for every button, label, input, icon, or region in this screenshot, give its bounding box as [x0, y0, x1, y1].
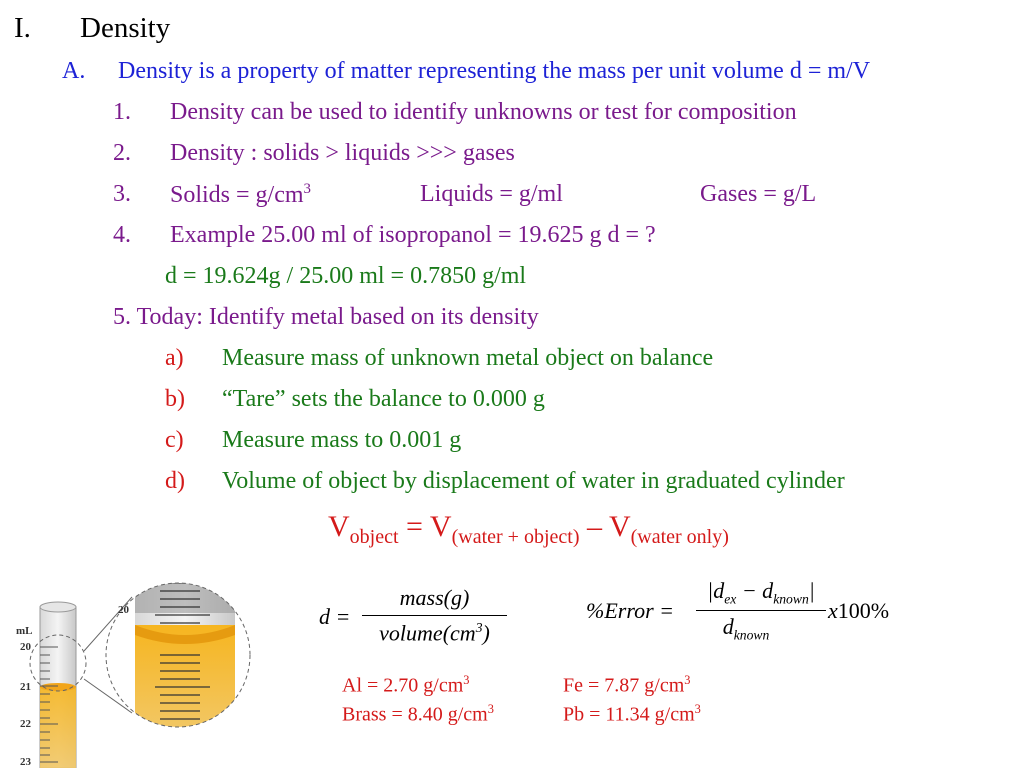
item-5-text: 5. Today: Identify metal based on its density	[113, 304, 539, 330]
error-formula-rhs	[828, 598, 889, 624]
point-a-label: A.	[62, 58, 86, 84]
density-pb-text: Pb = 11.34 g/cm	[563, 703, 695, 726]
cylinder-unit-label: mL	[16, 625, 33, 637]
density-denominator	[362, 620, 507, 646]
page-title: Density	[80, 12, 171, 44]
item-3-liquids: Liquids = g/ml	[420, 181, 563, 207]
point-a-text: Density is a property of matter representing the mass per unit volume d = m/V	[118, 58, 871, 84]
err-num-d: d	[713, 578, 725, 603]
subitem-d-text: Volume of object by displacement of water in graduated cylinder	[222, 468, 845, 494]
error-numerator: $|d_{ex} - d_{known}|$	[707, 578, 815, 607]
density-brass-text: Brass = 8.40 g/cm	[342, 703, 488, 726]
vf-water-object-sub: (water + object)	[451, 526, 580, 548]
density-fe-text: Fe = 7.87 g/cm	[563, 674, 685, 697]
density-al	[342, 673, 469, 698]
volume-formula	[328, 510, 729, 549]
err-den-known: known	[733, 627, 770, 643]
zoom-view	[100, 575, 260, 735]
err-num-known: known	[773, 591, 809, 607]
item-4-label: 4.	[113, 222, 131, 248]
item-3-gases: Gases = g/L	[700, 181, 817, 207]
error-denominator	[696, 614, 796, 643]
density-fe-sup: 3	[684, 673, 691, 687]
density-al-text: Al = 2.70 g/cm	[342, 674, 464, 697]
error-fraction-bar	[696, 610, 826, 611]
cylinder-liquid	[40, 687, 76, 768]
subitem-c-text: Measure mass to 0.001 g	[222, 427, 462, 453]
vf-object-sub: object	[349, 526, 399, 548]
tick-label-20: 20	[20, 641, 31, 653]
err-rhs-x: x	[828, 598, 838, 623]
tick-label-21: 21	[20, 681, 31, 693]
tick-label-22: 22	[20, 718, 31, 730]
cylinder-meniscus	[40, 683, 76, 691]
subitem-b-text: “Tare” sets the balance to 0.000 g	[222, 386, 545, 412]
item-1-label: 1.	[113, 99, 131, 125]
density-fraction-bar	[362, 615, 507, 616]
zoom-tick-label: 20	[118, 604, 129, 616]
item-3-solids	[170, 181, 311, 209]
heading-number: I.	[14, 12, 31, 44]
density-brass-sup: 3	[487, 702, 494, 716]
subitem-b-label: b)	[165, 386, 185, 412]
err-num-minus: − d	[736, 578, 774, 603]
vf-minus: – V	[579, 510, 631, 543]
item-4-text: Example 25.00 ml of isopropanol = 19.625 g d = ?	[170, 222, 656, 248]
err-rhs-100: 100%	[837, 598, 890, 623]
density-pb-sup: 3	[694, 702, 701, 716]
subitem-a-label: a)	[165, 345, 184, 371]
density-den-text: volume(cm	[379, 620, 476, 646]
item-2-text: Density : solids > liquids >>> gases	[170, 140, 515, 166]
solids-exponent: 3	[303, 181, 311, 197]
subitem-a-text: Measure mass of unknown metal object on balance	[222, 345, 714, 371]
density-numerator: mass(g)	[399, 585, 470, 610]
density-formula-lhs: d =	[319, 604, 351, 629]
tick-label-23: 23	[20, 756, 31, 768]
vf-water-only-sub: (water only)	[630, 526, 729, 548]
density-al-sup: 3	[463, 673, 470, 687]
subitem-c-label: c)	[165, 427, 184, 453]
density-den-exponent: 3	[475, 620, 483, 635]
vf-eq: = V	[398, 510, 452, 543]
cylinder-rim	[40, 602, 76, 612]
err-num-ex: ex	[724, 591, 737, 607]
density-pb	[563, 702, 701, 727]
item-1-text: Density can be used to identify unknowns or test for composition	[170, 99, 797, 125]
density-fe	[563, 673, 690, 698]
calculation-line: d = 19.624g / 25.00 ml = 0.7850 g/ml	[165, 263, 527, 289]
vf-v: V	[328, 510, 350, 543]
density-den-close: )	[482, 620, 490, 646]
error-formula-lhs: %Error =	[586, 598, 674, 623]
graduated-cylinder-illustration	[0, 555, 260, 768]
density-brass	[342, 702, 494, 727]
err-den-d: d	[722, 614, 734, 639]
subitem-d-label: d)	[165, 468, 185, 494]
item-3-label: 3.	[113, 181, 131, 207]
item-2-label: 2.	[113, 140, 131, 166]
solids-unit: Solids = g/cm	[170, 182, 304, 208]
